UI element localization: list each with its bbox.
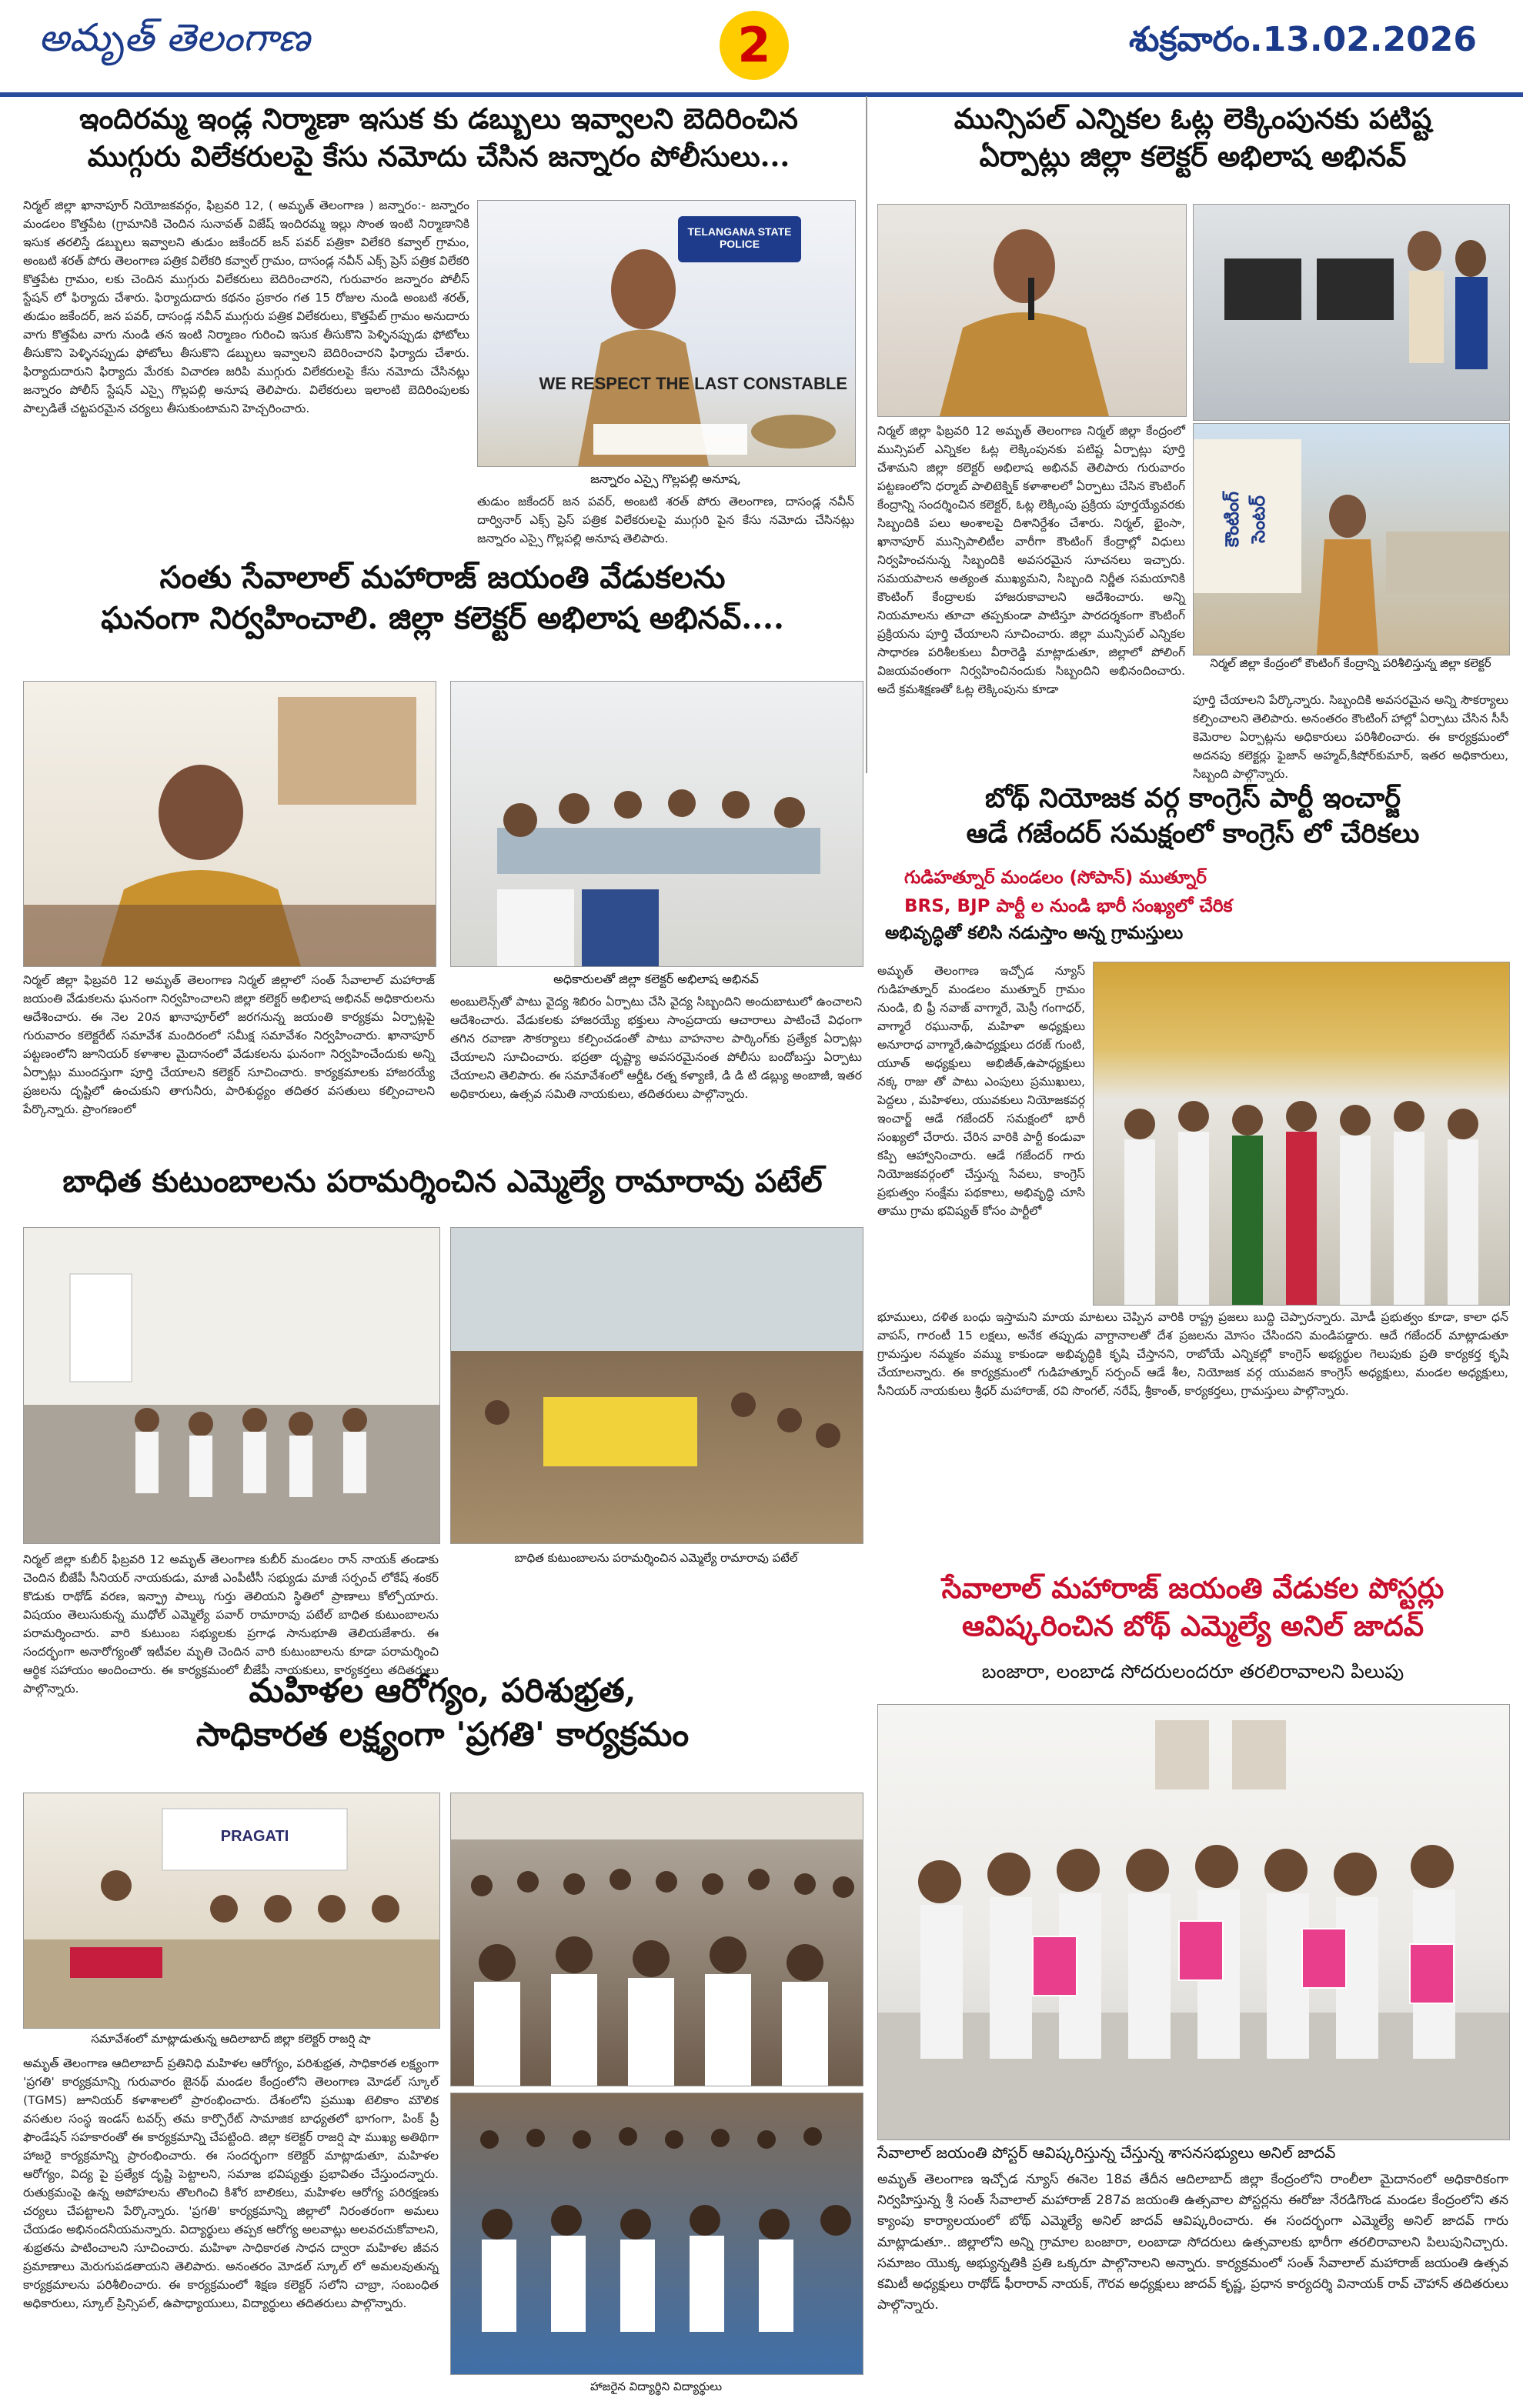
a7-photo-students-2-graphic — [451, 2093, 863, 2374]
a7-headline-line2: సాధికారత లక్ష్యంగా 'ప్రగతి' కార్యక్రమం — [195, 1715, 690, 1754]
a6-poster-3 — [1301, 1928, 1347, 1989]
a4-photo — [1093, 962, 1510, 1306]
a1-headline-line1: ఇందిరమ్మ ఇండ్ల నిర్మాణా ఇసుక కు డబ్బులు ఇవ్వాలని బెదిరించిన — [79, 102, 798, 135]
a2-body: నిర్మల్ జిల్లా ఫిబ్రవరి 12 అమృత్ తెలంగాణ నిర్మల్ జిల్లా కేంద్రంలో మున్సిపల్ ఎన్నికల ఓట్ల లెక్కింపునకు పటిష్ట ఏర్పాట్లు పూర్తి చేశామని జిల్లా కలెక్టర్ అభిలాష అభినవ్ తెలిపారు గురువారం పట్టణంలోని ధర్మాబ్ పాలిటెక్నిక్ కళాశాలలో ఏర్పాటు చేసిన కౌంటింగ్ కేంద్రాన్ని సందర్శించిన కలెక్టర్, ఓట్ల లెక్కింపు ప్రక్రియ పూర్తయ్యేవరకు సిబ్బందికి పలు అంశాలపై దిశానిర్దేశం చేశారు. నిర్మల్, భైంసా, ఖానాపూర్ మున్సిపాలిటీల వారీగా కౌంటింగ్ కేంద్రాల్లో విధులు నిర్వహించనున్న సిబ్బందికి అవసరమైన సూచనలు ఇచ్చారు. సమయపాలన అత్యంత ముఖ్యమని, సిబ్బంది నిర్ణీత సమయానికి కౌంటింగ్ కేంద్రాలకు హాజరుకావాలని ఆదేశించారు. అన్ని నియమాలను తూచా తప్పకుండా పాటిస్తూ పారదర్శకంగా కౌంటింగ్ ప్రక్రియను పూర్తి చేయాలని సూచించారు. జిల్లా మున్సిపల్ ఎన్నికల సాధారణ పరిశీలకులు వీరారెడ్డి మాట్లాడుతూ, జిల్లాలో పోలింగ్ విజయవంతంగా నిర్వహించినందుకు సిబ్బందిని అభినందించారు. అదే క్రమశిక్షణతో ఓట్ల లెక్కింపును కూడా — [877, 424, 1185, 697]
a5-photo-right-graphic — [451, 1228, 863, 1543]
a3-headline — [23, 558, 862, 639]
issue-date: శుక్రవారం.13.02.2026 — [1129, 20, 1477, 59]
a2-caption: నిర్మల్ జిల్లా కేంద్రంలో కౌంటింగ్ కేంద్రాన్ని పరిశీలిస్తున్న జిల్లా కలెక్టర్ — [1210, 656, 1491, 670]
a3-photo-right-graphic — [451, 682, 863, 966]
a2-photo-main-graphic — [878, 205, 1186, 416]
a3-body-right: అంబులెన్స్‌తో పాటు వైద్య శిబిరం ఏర్పాటు చేసి వైద్య సిబ్బందిని అందుబాటులో ఉంచాలని ఆదేశించారు. వేడుకలకు హాజరయ్యే భక్తులు సాంప్రదాయ ఆచారాలు పాటించే విధంగా తగిన రవాణా సౌకర్యాలు కల్పించడంతో పాటు వాహనాల పార్కింగ్‌కు ప్రత్యేక ఏర్పాట్లు చేయాలని సూచించారు. భద్రతా దృష్ట్యా అవసరమైనంత పోలీసు బందోబస్తు ఏర్పాటు చేయాలని తెలిపారు. ఈ సమావేశంలో ఆర్డీఓ రత్న కళ్యాణి, డి డి టి డబ్ల్యు అంబాజీ, ఇతర అధికారులు, ఉత్సవ సమితి నాయకులు, తదితరులు పాల్గొన్నారు. — [450, 995, 862, 1102]
a2-headline-line2: ఏర్పాట్లు జిల్లా కలెక్టర్ అభిలాష అభినవ్ — [979, 138, 1407, 173]
a4-subheading-1: గుడిహత్నూర్ మండలం (సోపాన్) ముత్నూర్ — [904, 868, 1207, 888]
a1-headline-line2: ముగ్గురు విలేకరులపై కేసు నమోదు చేసిన జన్నారం పోలీసులు... — [87, 138, 790, 173]
a5-photo-right — [450, 1227, 863, 1544]
a2-headline-line1: మున్సిపల్ ఎన్నికల ఓట్ల లెక్కింపునకు పటిష్ట — [954, 102, 1432, 135]
a7-headline — [23, 1669, 862, 1757]
a4-subheading-3: అభివృద్ధితో కలిసి నడుస్తాం అన్న గ్రామస్తులు — [885, 923, 1184, 943]
a3-headline-line2: ఘనంగా నిర్వహించాలి. జిల్లా కలెక్టర్ అభిలాష అభినవ్.... — [101, 599, 784, 636]
a5-photo-left — [23, 1227, 440, 1544]
a6-poster-4 — [1409, 1943, 1455, 2004]
a7-headline-line1: మహిళల ఆరోగ్యం, పరిశుభ్రత, — [249, 1672, 636, 1710]
a2-photo-bottom-right — [1193, 423, 1510, 655]
a2-photo-main — [877, 204, 1187, 417]
a6-headline-line1: సేవాలాల్ మహారాజ్ జయంతి వేడుకల పోస్టర్లు — [941, 1571, 1445, 1605]
a1-photo-badge: TELANGANA STATE POLICE — [687, 225, 792, 250]
a4-body-left: అమృత్ తెలంగాణ ఇచ్చోడ న్యూస్ గుడిహత్నూర్ మండలం ముత్నూర్ గ్రామం నుండి, బి ఫ్రీ నవాజ్ వాగ్మారే, మెస్రీ గంగాధర్, వాగ్మారే రఘునాథ్, మహిళా అధ్యక్షులు అనూరాధ వాగ్మారే,ఉపాధ్యక్షులు దరజ్ గుంటి, యూత్ అధ్యక్షులు అభిజీత్,ఉపాధ్యక్షులు నక్క రాజు తో పాటు ఎంపులు ప్రముఖులు, పెద్దలు , మహిళలు, యువకులు నియోజకవర్గ ఇంచార్జ్ ఆడే గజేందర్ సమక్షంలో భారీ సంఖ్యలో చేరారు. చేరిన వారికి పార్టీ కండువా కప్పి ఆహ్వానించారు. ఆడే గజేందర్ గారు నియోజకవర్గంలో చేస్తున్న సేవలు, కాంగ్రెస్ ప్రభుత్వం సంక్షేమ పథకాలు, అభివృద్ధి చూసి తాము గ్రామ భవిష్యత్ కోసం పార్టీలో — [877, 964, 1085, 1219]
a6-headline — [877, 1569, 1508, 1645]
a7-photo-meeting — [23, 1793, 440, 2029]
a1-body2: తుడుం జకేందర్ జన పవర్, అంబటి శరత్ పోరు తెలంగాణ, దాసండ్ల నవీన్ దార్వినార్ ఎక్స్ ప్రెస్ పత్రిక విలేకరులపై ముగ్గురి పైన కేసు నమోదు చేసినట్లు జన్నారం ఎస్సై గొల్లపల్లి అనూష తెలిపారు. — [477, 495, 854, 546]
a5-photo-left-graphic — [24, 1228, 439, 1543]
a2-body2: పూర్తి చేయాలని పేర్కొన్నారు. సిబ్బందికి అవసరమైన అన్ని సౌకర్యాలు కల్పించాలని తెలిపారు. అనంతరం కౌంటింగ్ హాల్లో ఏర్పాటు చేసిన సీసీ కెమెరాల ఏర్పాట్లను అధికారులు పరిశీలించారు. ఈ కార్యక్రమంలో అదనపు కలెక్టర్లు ఫైజాన్ అహ్మద్,కిషోర్‌కుమార్, ఇతర అధికారులు, సిబ్బంది పాల్గొన్నారు. — [1193, 693, 1508, 782]
a7-body: అమృత్ తెలంగాణ ఆదిలాబాద్ ప్రతినిధి మహిళల ఆరోగ్యం, పరిశుభ్రత, సాధికారత లక్ష్యంగా 'ప్రగతి' కార్యక్రమాన్ని గురువారం జైనథ్ మండల కేంద్రంలోని తెలంగాణ మోడల్ స్కూల్ (TGMS) జూనియర్ కళాశాలలో ప్రారంభించారు. దేశంలోని ప్రముఖ టెలికాం మౌలిక వసతుల సంస్థ ఇండస్ టవర్స్ తమ కార్పొరేట్ సామాజిక బాధ్యతలో భాగంగా, పింక్ ప్రీ ఫౌండేషన్ సహకారంతో ఈ కార్యక్రమాన్ని చేపట్టింది. జిల్లా కలెక్టర్ రాజర్షి షా ముఖ్య అతిథిగా హాజరై కార్యక్రమాన్ని ప్రారంభించారు. ఈ సందర్భంగా కలెక్టర్ మాట్లాడుతూ, మహిళల ఆరోగ్యం, విద్య పై ప్రత్యేక దృష్టి పెట్టాలని, సమాజ భవిష్యత్తు ప్రభావితం చేస్తుందన్నారు. రుతుక్రమంపై ఉన్న అపోహలను తొలగించి కిశోర బాలికలు, మహిళల ఆరోగ్య పరిరక్షణకు చర్యలు చేపట్టాలని పేర్కొన్నారు. 'ప్రగతి' కార్యక్రమాన్ని జిల్లాలో నిరంతరంగా అమలు చేయడం అభినందనీయమన్నారు. విద్యార్థులు తప్పక ఆరోగ్య అలవాట్లు అలవరచుకోవాలని, శుభ్రతను పాటించాలని సూచించారు. మహిళా సాధికారత సాధన ద్వారా మహిళల జీవన ప్రమాణాలు మెరుగుపడతాయని తెలిపారు. అనంతరం మోడల్ స్కూల్ లో అమలవుతున్న కార్యక్రమాలను పరిశీలించారు. ఈ కార్యక్రమంలో శిక్షణ కలెక్టర్ సలోని చాబ్రా, సంబంధిత అధికారులు, స్కూల్ ప్రిన్సిపల్, ఉపాధ్యాయులు, విద్యార్థులు తదితరులు పాల్గొన్నారు. — [23, 2056, 439, 2311]
a1-body: నిర్మల్ జిల్లా ఖానాపూర్ నియోజకవర్గం, ఫిబ్రవరి 12, ( అమృత్ తెలంగాణ ) జన్నారం:- జన్నారం మండలం కొత్తపేట (గ్రామానికి చెందిన సునావత్ విజేష్ ఇందిరమ్మ ఇల్లు సొంత ఇంటి నిర్మాణానికి ఇసుక తరలిస్తే డబ్బులు ఇవ్వాలని తుడుం జకేందర్ జన్ పవర్ పత్రికా విలేకరి కవ్వాల్ గ్రామం, అంబటి శరత్ పోరు తెలంగాణ పత్రిక విలేకరి కవ్వాల్ గ్రామం, దాసండ్ల నవీన్ ఎక్స్ ప్రెస్ పత్రిక విలేకరి కొత్తపేట గ్రామం, లకు చెందిన ముగ్గురు విలేకరులు బెదిరించారని, గురువారం జన్నారం పోలీస్ స్టేషన్ లో ఫిర్యాదు చేశారు. ఫిర్యాదుదారు కథనం ప్రకారం గత 15 రోజుల నుండి అంబటి శరత్, తుడుం జకేందర్, జన పవర్, దాసండ్ల నవీన్ ముగ్గురు పత్రిక విలేకరులు, కొత్తపేట్ గ్రామం అనుదారు వాగు కొత్తపేట వాగు నుండి తన ఇంటి నిర్మాణం గురించి ఇసుక తీసుకొని పెళ్ళినప్పుడు ఫోటోలు తీసుకొని పెళ్ళినప్పుడు ఫోటోలు తీసుకొని డబ్బులు ఇవ్వాలని బెదిరించారని ఫిర్యాదు చేశారు. ఫిర్యాదుదారుని ఫిర్యాదు మేరకు విచారణ జరిపి ముగ్గురు విలేకరులపై కేసు నమోదు చేసినట్లు జన్నారం పోలీస్ స్టేషన్ ఎస్సై గొల్లపల్లి అనూష తెలిపారు. విలేకరులు ఇలాంటి బెదిరింపులకు పాల్పడితే చట్టపరమైన చర్యలు తీసుకుంటామని హెచ్చరించారు. — [23, 198, 469, 416]
a6-caption: సేవాలాల్ జయంతి పోస్టర్ ఆవిష్కరిస్తున్న చేస్తున్న శాసనసభ్యులు అనిల్ జాదవ్ — [877, 2143, 1336, 2162]
a7-photo-banner: PRAGATI — [220, 1828, 289, 1845]
a2-photo-top-right — [1193, 204, 1510, 421]
a4-body-bottom: భూములు, దళిత బంధు ఇస్తామని మాయ మాటలు చెప్పిన వారికి రాష్ట్ర ప్రజలు బుద్ధి చెప్పారన్నారు. మోడీ ప్రభుత్వం కూడా, కాలా ధన్ వాపస్, గారంటీ 15 లక్షలు, అనేక తప్పుడు వాగ్దానాలతో దేశ ప్రజలను మోసం చేసిందని మండిపడ్డారు. ఆదే గజేందర్ మాట్లాడుతూ గ్రామస్తుల నమ్మకం వమ్ము కాకుండా అభివృద్ధికి కృషి చేస్తానని, రాబోయే ఎన్నికల్లో కాంగ్రెస్ అభ్యర్థుల గెలుపుకు ప్రతి కార్యకర్త కృషి చేయాలన్నారు. ఈ కార్యక్రమంలో గుడిహత్నూర్ సర్పంచ్ ఆడే శీల, నియోజక వర్గ యువజన కాంగ్రెస్ అధ్యక్షులు, మండల అధ్యక్షులు, సీనియర్ నాయకులు శ్రీధర్ మహారాజ్, రవి సొంగల్, నరేష్, శ్రీకాంత్, కార్యకర్తలు, గ్రామస్తులు పాల్గొన్నారు. — [877, 1310, 1508, 1399]
a5-body: నిర్మల్ జిల్లా కుబీర్ ఫిబ్రవరి 12 అమృత్ తెలంగాణ కుబీర్ మండలం రాన్ నాయక్ తండాకు చెందిన బీజేపీ సీనియర్ నాయకుడు, మాజీ ఎంపీటీసీ సభ్యుడు మాజీ సర్పంచ్ లోకేష్ శంకర్ కొడుకు రాథోడ్ వరణ, ఇన్ఫ్రా పాల్కు గుర్తు తెలియని స్థితిలో ప్రాణాలు కోల్పోయారు. విషయం తెలుసుకున్న ముధోల్ ఎమ్మెల్యే పవార్ రామారావు పటేల్ బాధిత కుటుంబాలను పరామర్శించారు. వారి కుటుంబ సభ్యులకు ప్రగాఢ సానుభూతి తెలియజేశారు. ఈ సందర్భంగా అనారోగ్యంతో ఇటీవల మృతి చెందిన వారి కుటుంబాలను కూడా పరామర్శించి ఆర్థిక సహాయం అందించారు. ఈ కార్యక్రమంలో బీజేపీ నాయకులు, కార్యకర్తలు తదితరులు పాల్గొన్నారు. — [23, 1553, 439, 1696]
a1-photo — [477, 200, 856, 467]
page-number: 2 — [720, 11, 789, 80]
a6-photo — [877, 1704, 1510, 2140]
a7-photo-students-1 — [450, 1793, 863, 2086]
a3-photo-left-graphic — [24, 682, 436, 966]
a3-photo-left — [23, 681, 436, 967]
a7-caption-2: హాజరైన విద్యార్థిని విద్యార్థులు — [589, 2380, 723, 2393]
a5-headline: బాధిత కుటుంబాలను పరామర్శించిన ఎమ్మెల్యే రామారావు పటేల్ — [62, 1163, 823, 1199]
a3-photo-right — [450, 681, 863, 967]
a3-body-left: నిర్మల్ జిల్లా ఫిబ్రవరి 12 అమృత్ తెలంగాణ నిర్మల్ జిల్లాలో సంత్ సేవాలాల్ మహారాజ్ జయంతి వేడుకలను ఘనంగా నిర్వహించాలని జిల్లా కలెక్టర్ అభిలాష అభినవ్ అధికారులను ఆదేశించారు. ఈ నెల 20న ఖానాపూర్‌లో జరగనున్న జయంతి కార్యక్రమ ఏర్పాట్లపై గురువారం కలెక్టరేట్ సమావేశ మందిరంలో సమీక్ష సమావేశం నిర్వహించారు. ఖానాపూర్ పట్టణంలోని జూనియర్ కళాశాల మైదానంలో వేడుకలను ఘనంగా నిర్వహించేందుకు అన్ని ఏర్పాట్లు ముందస్తుగా పూర్తి చేయాలని కలెక్టర్ సూచించారు. కార్యక్రమాలకు హాజరయ్యే ప్రజలను దృష్టిలో ఉంచుకుని తాగునీరు, పారిశుద్ధ్యం తదితర వసతులు కల్పించాలని పేర్కొన్నారు. ప్రాంగణంలో — [23, 973, 435, 1117]
a4-headline-line2: ఆడే గజేందర్ సమక్షంలో కాంగ్రెస్ లో చేరికలు — [966, 818, 1420, 850]
masthead — [0, 0, 1523, 97]
a3-headline-line1: సంతు సేవాలాల్ మహారాజ్ జయంతి వేడుకలను — [159, 559, 726, 595]
a1-caption: జన్నారం ఎస్సై గొల్లపల్లి అనూష, — [590, 472, 741, 486]
a4-headline-line1: బోథ్ నియోజక వర్గ కాంగ్రెస్ పార్టీ ఇంచార్జ్ — [985, 782, 1401, 814]
a5-caption: బాధిత కుటుంబాలను పరామర్శించిన ఎమ్మెల్యే రామారావు పటేల్ — [514, 1551, 798, 1565]
a7-caption-1: సమావేశంలో మాట్లాడుతున్న ఆదిలాబాద్ జిల్లా కలెక్టర్ రాజర్షి షా — [91, 2032, 371, 2046]
column-divider — [866, 96, 867, 773]
a6-subheading: బంజారా, లంబాడ సోదరులందరూ తరలిరావాలని పిలుపు — [981, 1660, 1404, 1683]
a2-headline — [877, 100, 1508, 175]
a2-photo-top-right-graphic — [1194, 205, 1509, 420]
a3-caption: అధికారులతో జిల్లా కలెక్టర్ అభిలాష అభినవ్ — [553, 972, 759, 986]
a1-photo-text: WE RESPECT THE LAST CONSTABLE — [539, 374, 847, 393]
a6-poster-2 — [1178, 1920, 1224, 1981]
a6-body: అమృత్ తెలంగాణ ఇచ్చోడ న్యూస్ ఈనెల 18వ తేదీన ఆదిలాబాద్ జిల్లా కేంద్రంలోని రాంలీలా మైదానంలో అధికారికంగా నిర్వహిస్తున్న శ్రీ సంత్ సేవాలాల్ మహారాజ్ 287వ జయంతి ఉత్సవాల పోస్టర్లను ఈరోజు నేరడిగొండ మండల కేంద్రంలోని తన క్యాంపు కార్యాలయంలో బోథ్ ఎమ్మెల్యే అనిల్ జాదవ్ ఆవిష్కరించారు. ఈ సందర్భంగా ఎమ్మెల్యే అనిల్ జాదవ్ గారు మాట్లాడుతూ.. జిల్లాలోని అన్ని గ్రామాల బంజారా, లంబాడా సోదరులు ఉత్సవాలకు భారీగా తరలిరావాలని పిలుపునిచ్చారు. సమాజం యొక్క అభ్యున్నతికి ప్రతి ఒక్కరూ పాల్గొనాలని అన్నారు. కార్యక్రమంలో సంత్ సేవాలాల్ మహారాజ్ జయంతి ఉత్సవ కమిటీ అధ్యక్షులు రాథోడ్ ఫీరారావ్ నాయక్, గౌరవ అధ్యక్షులు జాదవ్ కృష్ణ, ప్రధాన కార్యదర్శి వినాయక్ రావ్ చౌహాన్ తదితరులు పాల్గొన్నారు. — [877, 2172, 1508, 2313]
a7-photo-students-1-graphic — [451, 1793, 863, 2086]
a4-headline — [877, 781, 1508, 852]
a6-poster-1 — [1032, 1936, 1077, 1996]
a4-photo-graphic — [1094, 962, 1509, 1305]
a7-photo-students-2 — [450, 2093, 863, 2375]
a2-banner-text: కౌంటింగ్ సెంటర్ — [1221, 491, 1269, 548]
a4-subheading-2: BRS, BJP పార్టీ ల నుండి భారీ సంఖ్యలో చేరిక — [904, 896, 1233, 916]
a6-headline-line2: ఆవిష్కరించిన బోథ్ ఎమ్మెల్యే అనిల్ జాదవ్ — [961, 1608, 1424, 1643]
newspaper-title: అమృత్ తెలంగాణ — [38, 15, 310, 60]
a1-headline — [23, 100, 854, 175]
